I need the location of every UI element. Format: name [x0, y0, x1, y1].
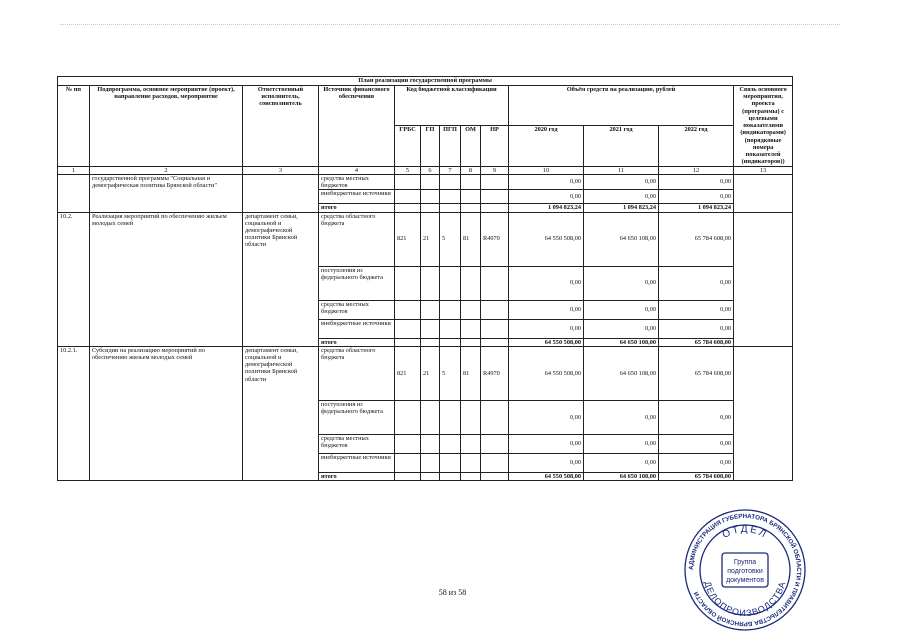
amount-2021: 0,00	[584, 266, 659, 300]
amount-2020: 0,00	[509, 319, 584, 338]
row-indicator-link	[734, 346, 793, 480]
code-om	[461, 319, 481, 338]
amount-2020: 0,00	[509, 434, 584, 453]
amount-2021: 0,00	[584, 453, 659, 472]
code-gp	[421, 453, 440, 472]
row-source: итого	[319, 338, 395, 346]
code-np	[481, 300, 509, 319]
amount-2020: 0,00	[509, 266, 584, 300]
code-grbs	[395, 400, 421, 434]
amount-2021: 0,00	[584, 434, 659, 453]
header-code-group: Код бюджетной классификации	[395, 86, 509, 126]
column-number-cell: 10	[509, 166, 584, 174]
header-name: Подпрограмма, основное мероприятие (проект), направление расходов, мероприятие	[90, 86, 243, 167]
amount-2022: 65 784 608,00	[659, 472, 734, 480]
row-responsible	[243, 174, 319, 212]
column-number-cell: 11	[584, 166, 659, 174]
stamp-arc-top: ОТДЕЛ	[720, 523, 770, 541]
code-om	[461, 400, 481, 434]
amount-2020: 0,00	[509, 174, 584, 189]
code-np	[481, 338, 509, 346]
amount-2021: 0,00	[584, 190, 659, 204]
stamp-arc-bottom: ДЕЛОПРОИЗВОДСТВА	[702, 580, 788, 619]
header-2021: 2021 год	[584, 126, 659, 166]
code-om	[461, 204, 481, 212]
amount-2021: 0,00	[584, 174, 659, 189]
code-om	[461, 266, 481, 300]
row-source: итого	[319, 204, 395, 212]
amount-2021: 0,00	[584, 319, 659, 338]
code-np	[481, 434, 509, 453]
amount-2022: 0,00	[659, 434, 734, 453]
code-gp	[421, 204, 440, 212]
code-gp: 21	[421, 212, 440, 266]
code-gp	[421, 190, 440, 204]
code-pgp	[440, 338, 461, 346]
row-source: средства местных бюджетов	[319, 300, 395, 319]
amount-2021: 64 650 108,00	[584, 346, 659, 400]
column-number-cell: 3	[243, 166, 319, 174]
code-om	[461, 472, 481, 480]
header-volume-group: Объём средств на реализацию, рублей	[509, 86, 734, 126]
amount-2022: 65 784 608,00	[659, 212, 734, 266]
code-pgp	[440, 472, 461, 480]
row-source: итого	[319, 472, 395, 480]
amount-2021: 64 650 108,00	[584, 338, 659, 346]
code-np	[481, 174, 509, 189]
amount-2021: 64 650 108,00	[584, 472, 659, 480]
code-grbs	[395, 266, 421, 300]
column-number-cell: 2	[90, 166, 243, 174]
code-om	[461, 300, 481, 319]
code-pgp	[440, 174, 461, 189]
amount-2021: 0,00	[584, 400, 659, 434]
code-grbs	[395, 300, 421, 319]
code-grbs: 821	[395, 346, 421, 400]
code-pgp	[440, 300, 461, 319]
code-np: R4970	[481, 346, 509, 400]
row-number	[58, 174, 90, 212]
code-np	[481, 319, 509, 338]
amount-2021: 1 094 823,24	[584, 204, 659, 212]
column-number-cell: 12	[659, 166, 734, 174]
column-numbers-row	[58, 166, 793, 174]
header-link: Связь основного мероприятия, проекта (программы) с целевыми показателями (индикаторами) (порядковые номера показателей (индикаторов))	[734, 86, 793, 167]
stamp-center-line-3: документов	[726, 577, 764, 584]
amount-2022: 0,00	[659, 453, 734, 472]
code-gp	[421, 319, 440, 338]
code-pgp: 5	[440, 346, 461, 400]
code-np	[481, 453, 509, 472]
stamp-center-line-1: Группа	[733, 559, 757, 566]
amount-2022: 65 784 608,00	[659, 346, 734, 400]
row-activity-name: государственной программы "Социальная и демографическая политика Брянской области"	[90, 174, 243, 212]
code-grbs: 821	[395, 212, 421, 266]
code-pgp: 5	[440, 212, 461, 266]
code-gp	[421, 266, 440, 300]
row-activity-name: Реализация мероприятий по обеспечению жильем молодых семей	[90, 212, 243, 346]
row-activity-name: Субсидии на реализацию мероприятий по обеспечению жильем молодых семей	[90, 346, 243, 480]
code-pgp	[440, 204, 461, 212]
column-number-cell: 9	[481, 166, 509, 174]
amount-2021: 0,00	[584, 300, 659, 319]
code-np	[481, 472, 509, 480]
column-number-cell: 5	[395, 166, 421, 174]
code-om	[461, 453, 481, 472]
row-source: внебюджетные источники	[319, 190, 395, 204]
header-responsible: Ответственный исполнитель, соисполнитель	[243, 86, 319, 167]
column-number-cell: 13	[734, 166, 793, 174]
code-om	[461, 174, 481, 189]
amount-2020: 1 094 823,24	[509, 204, 584, 212]
code-om	[461, 190, 481, 204]
row-source: средства местных бюджетов	[319, 434, 395, 453]
amount-2022: 0,00	[659, 400, 734, 434]
row-indicator-link	[734, 174, 793, 212]
code-gp	[421, 434, 440, 453]
table-row	[58, 212, 793, 266]
code-gp	[421, 174, 440, 189]
header-pgp: ПГП	[440, 126, 461, 166]
code-om: 81	[461, 346, 481, 400]
code-gp	[421, 400, 440, 434]
code-om	[461, 338, 481, 346]
code-om	[461, 434, 481, 453]
code-gp	[421, 472, 440, 480]
code-gp: 21	[421, 346, 440, 400]
code-grbs	[395, 338, 421, 346]
amount-2020: 0,00	[509, 300, 584, 319]
code-om: 81	[461, 212, 481, 266]
amount-2022: 0,00	[659, 174, 734, 189]
row-source: поступления из федерального бюджета	[319, 266, 395, 300]
table-row	[58, 346, 793, 400]
row-responsible: департамент семьи, социальной и демографической политики Брянской области	[243, 212, 319, 346]
amount-2022: 0,00	[659, 319, 734, 338]
amount-2021: 64 650 108,00	[584, 212, 659, 266]
row-number: 10.2.1.	[58, 346, 90, 480]
code-grbs	[395, 434, 421, 453]
header-np: НР	[481, 126, 509, 166]
stamp-ring-text: АДМИНИСТРАЦИЯ ГУБЕРНАТОРА БРЯНСКОЙ ОБЛАСТИ И ПРАВИТЕЛЬСТВА БРЯНСКОЙ ОБЛАСТИ	[687, 512, 803, 628]
amount-2020: 0,00	[509, 190, 584, 204]
amount-2020: 64 550 508,00	[509, 346, 584, 400]
table-row	[58, 174, 793, 189]
page-number: 58 из 58	[438, 588, 467, 597]
row-number: 10.2.	[58, 212, 90, 346]
amount-2020: 64 550 508,00	[509, 472, 584, 480]
header-om: ОМ	[461, 126, 481, 166]
row-responsible: департамент семьи, социальной и демографической политики Брянской области	[243, 346, 319, 480]
amount-2022: 0,00	[659, 266, 734, 300]
header-source: Источник финансового обеспечения	[319, 86, 395, 167]
header-grbs: ГРБС	[395, 126, 421, 166]
code-gp	[421, 300, 440, 319]
amount-2020: 64 550 508,00	[509, 212, 584, 266]
code-pgp	[440, 453, 461, 472]
code-np	[481, 400, 509, 434]
row-source: средства местных бюджетов	[319, 174, 395, 189]
stamp-center-line-2: подготовки	[727, 568, 763, 575]
row-source: внебюджетные источники	[319, 319, 395, 338]
code-np	[481, 204, 509, 212]
department-stamp	[680, 505, 810, 635]
program-plan-table	[57, 76, 793, 481]
row-source: внебюджетные источники	[319, 453, 395, 472]
amount-2022: 0,00	[659, 300, 734, 319]
code-pgp	[440, 266, 461, 300]
amount-2022: 1 094 823,24	[659, 204, 734, 212]
header-2020: 2020 год	[509, 126, 584, 166]
amount-2022: 0,00	[659, 190, 734, 204]
table-title: План реализации государственной программы	[58, 77, 793, 86]
column-number-cell: 4	[319, 166, 395, 174]
code-pgp	[440, 400, 461, 434]
code-grbs	[395, 319, 421, 338]
code-pgp	[440, 434, 461, 453]
row-source: средства областного бюджета	[319, 212, 395, 266]
amount-2022: 65 784 608,00	[659, 338, 734, 346]
code-grbs	[395, 174, 421, 189]
column-number-cell: 8	[461, 166, 481, 174]
header-2022: 2022 год	[659, 126, 734, 166]
header-gp: ГП	[421, 126, 440, 166]
amount-2020: 64 550 508,00	[509, 338, 584, 346]
row-source: поступления из федерального бюджета	[319, 400, 395, 434]
row-source: средства областного бюджета	[319, 346, 395, 400]
row-indicator-link	[734, 212, 793, 346]
column-number-cell: 1	[58, 166, 90, 174]
column-number-cell: 7	[440, 166, 461, 174]
code-grbs	[395, 204, 421, 212]
code-grbs	[395, 472, 421, 480]
code-np	[481, 266, 509, 300]
code-np	[481, 190, 509, 204]
code-grbs	[395, 190, 421, 204]
code-pgp	[440, 190, 461, 204]
amount-2020: 0,00	[509, 453, 584, 472]
scan-artifact-line	[60, 24, 840, 25]
code-gp	[421, 338, 440, 346]
column-number-cell: 6	[421, 166, 440, 174]
code-np: R4970	[481, 212, 509, 266]
code-grbs	[395, 453, 421, 472]
header-no: № пп	[58, 86, 90, 167]
amount-2020: 0,00	[509, 400, 584, 434]
code-pgp	[440, 319, 461, 338]
